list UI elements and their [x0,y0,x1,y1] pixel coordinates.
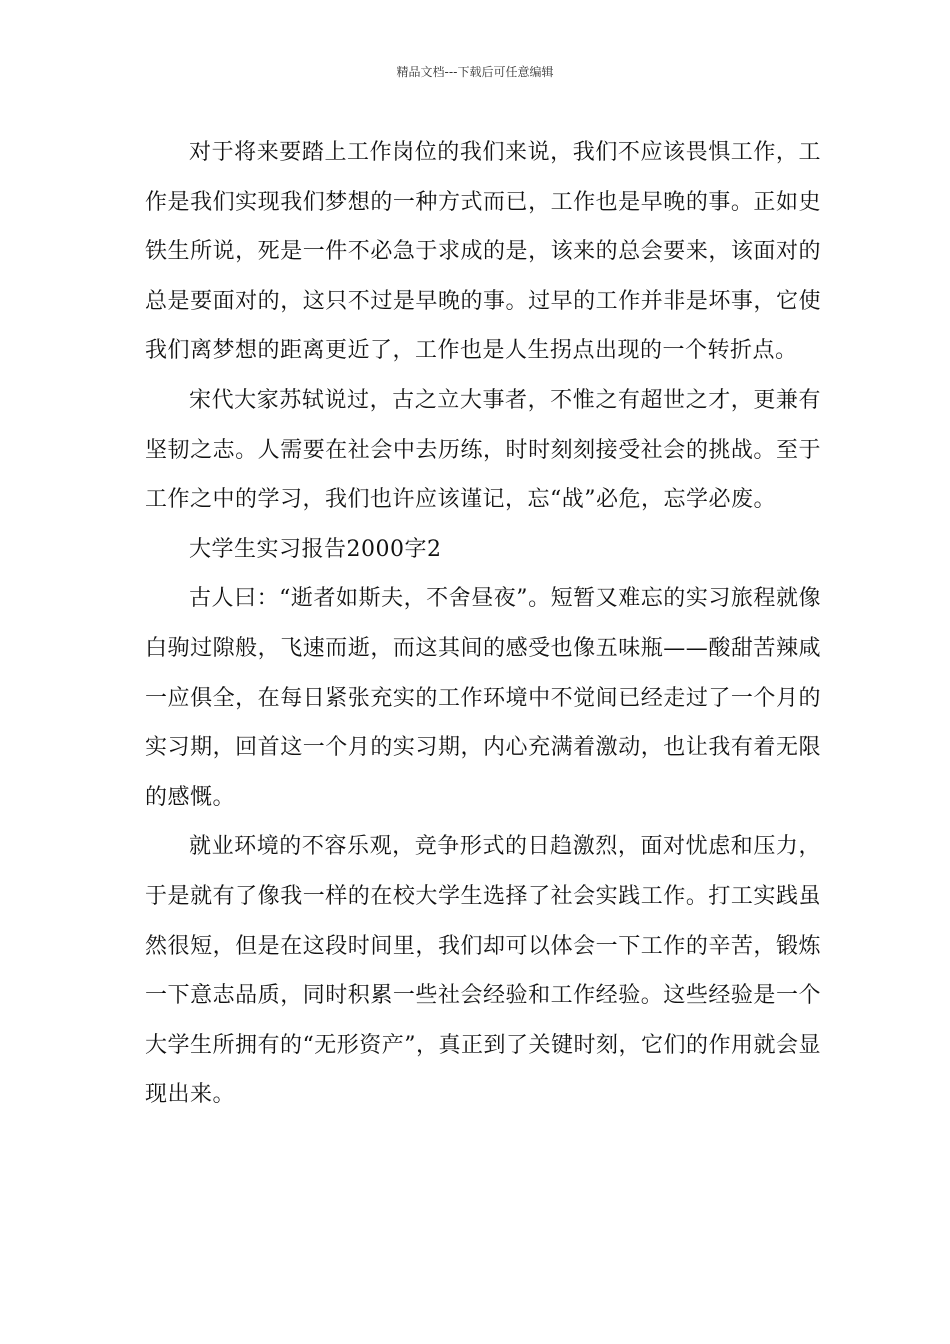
document-body [145,128,821,1120]
paragraph-2: 宋代大家苏轼说过，古之立大事者，不惟之有超世之才，更兼有坚韧之志。人需要在社会中去历练，时时刻刻接受社会的挑战。至于工作之中的学习，我们也许应该谨记，忘“战”必危，忘学必废。 [145,387,821,513]
paragraph-1: 对于将来要踏上工作岗位的我们来说，我们不应该畏惧工作，工作是我们实现我们梦想的一种方式而已，工作也是早晚的事。正如史铁生所说，死是一件不必急于求成的是，该来的总会要来，该面对的总是要面对的，这只不过是早晚的事。过早的工作并非是坏事，它使我们离梦想的距离更近了，工作也是人生拐点出现的一个转折点。 [145,140,821,364]
section-heading: 大学生实习报告2000字2 [189,536,442,562]
paragraph-3: 古人曰：“逝者如斯夫，不舍昼夜”。短暂又难忘的实习旅程就像白驹过隙般，飞速而逝，而这其间的感受也像五味瓶——酸甜苦辣咸一应俱全，在每日紧张充实的工作环境中不觉间已经走过了一个月的实习期，回首这一个月的实习期，内心充满着激动，也让我有着无限的感慨。 [145,586,821,810]
paragraph-4: 就业环境的不容乐观，竞争形式的日趋激烈，面对忧虑和压力，于是就有了像我一样的在校大学生选择了社会实践工作。打工实践虽然很短，但是在这段时间里，我们却可以体会一下工作的辛苦，锻炼一下意志品质，同时积累一些社会经验和工作经验。这些经验是一个大学生所拥有的“无形资产”，真正到了关键时刻，它们的作用就会显现出来。 [145,834,821,1108]
page-header: 精品文档---下载后可任意编辑 [396,65,554,79]
